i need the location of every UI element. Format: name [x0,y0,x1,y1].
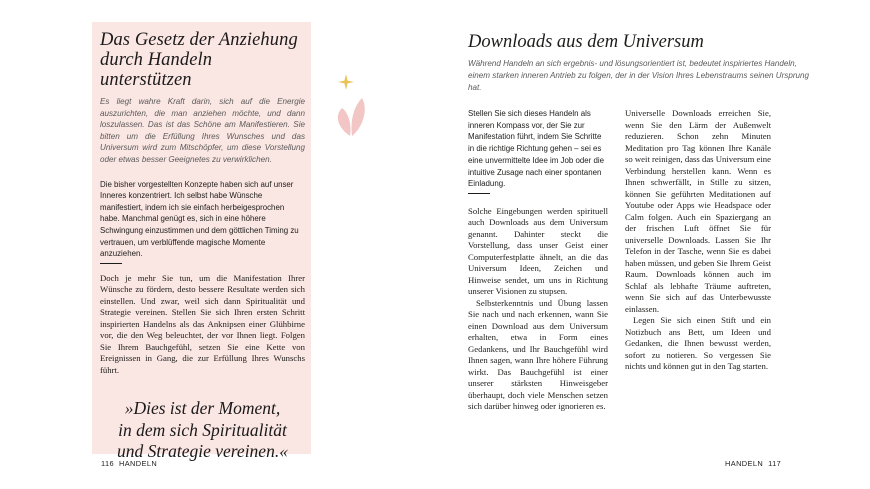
intro-text: Es liegt wahre Kraft darin, sich auf die Energie auszurichten, die man anziehen möchte, und dann loszulassen. Das ist das Schöne am Manifestieren. Sie bitten um die Erfüllung Ihres Wunsches und das Universum wird zum Mitschöpfer, um diese Vorstellung oder etwas besser Geeignetes zu verwirklichen. [100,97,305,164]
lotus-petal-icon [338,98,365,136]
running-head: HANDELN [725,459,764,468]
page-number: 117 [768,459,782,468]
page-number: 116 [101,459,114,468]
sparkle-star-icon [338,74,354,90]
intro-text: Während Handeln an sich ergebnis- und lösungsorientiert ist, bedeutet inspiriertes Handeln, einem starken inneren Antrieb zu folgen, der in der Vision Ihres Lebenstraums seinen Ursprung hat. [468,59,810,92]
quote-line-1: »Dies ist der Moment, [124,398,281,419]
page-title [100,30,305,90]
divider [468,193,490,194]
body-paragraph: Die bisher vorgestellten Konzepte haben sich auf unser Inneres konzentriert. Ich selbst habe Wünsche manifestiert, indem ich sie einfach herbeigesprochen habe. Manchmal genügt es, sich in eine höhere Schwingung einzustimmen und dem göttlichen Timing zu vertrauen, um verblüffende magische Momente anzuziehen. [100,179,299,259]
running-head: HANDELN [118,459,158,468]
body-paragraph: Selbsterkenntnis und Übung lassen Sie nach und nach erkennen, wann Sie einen Download aus dem Universum erhalten, etwa in Form eines Gedankens, und Ihr Bauchgefühl wird Ihnen sagen, wann Ihre höhere Führung wirkt. Das Bauchgefühl ist einer unserer stärksten Hinweisgeber überhaupt, doch viele Menschen setzen sich darüber hinweg oder ignorieren es. [468,297,608,412]
highlight-box [92,22,311,462]
text-column-2 [625,108,771,373]
right-page [435,0,870,489]
page-footer [101,459,157,468]
section-title: Downloads aus dem Universum [468,32,704,52]
divider [100,263,122,264]
page-footer [725,459,781,468]
title-line-1: Das Gesetz der Anziehung [100,30,298,50]
quote-line-2: in dem sich Spiritualität [118,419,287,440]
text-column-1 [468,108,608,413]
decorative-illustration [328,72,378,142]
body-paragraph: Solche Eingebungen werden spirituell auch Downloads aus dem Universum genannt. Dahinter steckt die Vorstellung, dass unser Geist einer Computerfestplatte ähnelt, an die das Universum Ideen, Zeichen und Hinweise sendet, um uns in Richtung unserer Visionen zu stupsen. [468,205,608,297]
quote-line-3: und Strategie vereinen.« [117,441,288,462]
pull-quote [100,398,305,463]
body-paragraph: Doch je mehr Sie tun, um die Manifestation Ihrer Wünsche zu fördern, desto bessere Resultate werden sich einstellen. Und zwar, weil sich dann Spiritualität und Strategie vereinen. Stellen Sie sich Ihren ersten Schritt inspirierten Handelns als das Anknipsen einer Glühbirne vor, die den Weg beleuchtet, der vor Ihnen liegt. Folgen Sie Ihrem Bauchgefühl, setzen Sie eine Kette von Ereignissen in Gang, die zur Erfüllung Ihres Wunschs führt. [100,272,305,375]
body-paragraph: Universelle Downloads erreichen Sie, wenn Sie den Lärm der Außenwelt reduzieren. Schon zehn Minuten Meditation pro Tag können Ihre Kanäle so weit reinigen, dass das Universum eine Verbindung herstellen kann. Wenn es Ihnen schwerfällt, in Stille zu sitzen, können Sie geführten Meditationen auf Youtube oder Apps wie Headspace oder Calm folgen. Auch ein Spaziergang an der frischen Luft öffnet Sie für universelle Downloads. Lassen Sie Ihr Telefon in der Tasche, wenn Sie es dabei haben müssen, und geben Sie Ihrem Geist Raum. Downloads können auch im Schlaf als lebhafte Träume auftreten, wenn Sie sich auf das Unterbewusste einlassen. [625,108,771,314]
body-paragraph: Legen Sie sich einen Stift und ein Notizbuch ans Bett, um Ideen und Gedanken, die Ihnen bewusst werden, sofort zu notieren. So vergessen Sie nichts und können gut in den Tag starten. [625,315,771,371]
title-line-2: durch Handeln unterstützen [100,50,213,90]
body-paragraph: Stellen Sie sich dieses Handeln als inneren Kompass vor, der Sie zur Manifestation führt, indem Sie Schritte in die richtige Richtung gehen – sei es eine unvermittelte Idee im Job oder die intuitive Zusage nach einer spontanen Einladung. [468,109,604,189]
